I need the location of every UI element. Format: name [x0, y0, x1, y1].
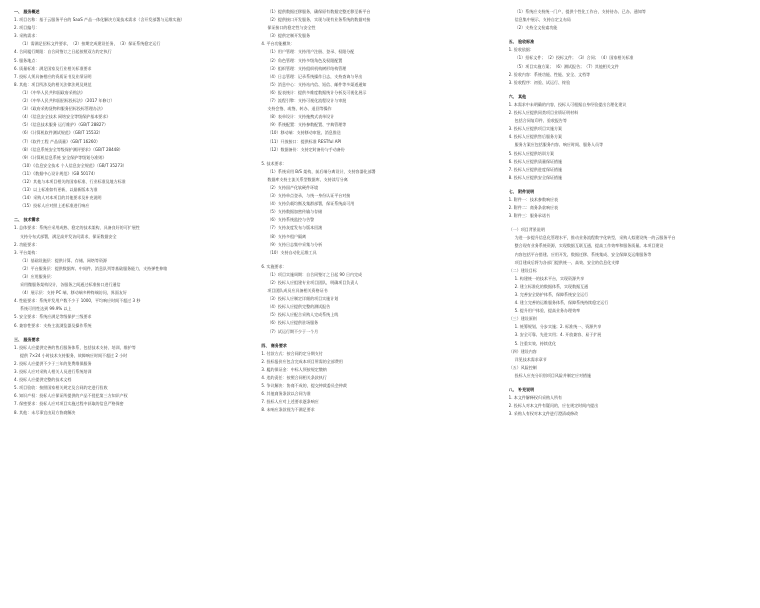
text-line: 4. 投标人应提供售后服务方案: [508, 134, 563, 140]
text-line: （2）支持国产化软硬件环境: [267, 184, 319, 190]
text-line: （二）建设目标: [508, 267, 537, 273]
text-line: （9）系统配置：支持参数配置、字典管理等: [267, 122, 347, 128]
text-line: 4. 违约责任：按照合同相关条款执行: [261, 375, 327, 381]
section-heading: 七、 附件说明: [508, 188, 535, 194]
text-line: （1）提供数据迁移服务，确保原有数据完整迁移至新平台: [267, 9, 371, 14]
text-line: （1）《中华人民共和国政府采购法》: [20, 89, 85, 95]
text-line: （三）建设原则: [508, 316, 537, 322]
text-line: （4）展示层：支持 PC 端、移动端多种终端访问，界面友好: [20, 290, 127, 296]
text-line: （4）支持负载均衡及集群部署，保证系统高可用: [267, 201, 355, 207]
text-line: （6）投标人应提供驻场服务: [267, 320, 319, 326]
text-line: 2. 项目编号：: [14, 25, 40, 31]
text-line: 5. 安全要求：系统应满足等级保护三级要求: [14, 314, 92, 320]
text-line: （2）投标人应组建专业项目团队，明确项目负责人: [267, 280, 359, 285]
text-line: 3. 附件三：服务承诺书: [508, 213, 550, 219]
text-line: 6. 质量标准：满足国家及行业相关标准要求: [14, 65, 92, 71]
text-line: （3）组织管理：支持组织机构树形结构管理: [267, 65, 347, 71]
text-line: （2）《中华人民共和国招标投标法》（2017 年修订）: [20, 98, 115, 104]
text-line: 5. 技术要求：: [261, 160, 287, 166]
text-line: 6. 实施要求：: [261, 263, 287, 269]
text-line: （3）投标人应制定详细的项目实施计划: [267, 296, 339, 302]
text-line: 系统可用性达到 99.9% 以上: [20, 306, 72, 312]
text-line: （6）支持系统监控与告警: [267, 217, 315, 223]
text-line: 5. 注重实效、持续优化: [514, 340, 556, 346]
text-line: （四）建设内容: [508, 348, 537, 354]
text-line: （14）采购人对本项目的其他要求及补充说明: [20, 195, 102, 201]
text-line: 8. 其他：项目所涉及的相关法律法规及规范: [14, 81, 92, 87]
text-line: 7. 投标人须具备相应的资质证书及业绩证明: [14, 73, 92, 79]
text-line: 支持分布式部署，满足高并发访问需求，保证数据安全: [20, 233, 117, 239]
section-heading: 五、 验收标准: [508, 39, 535, 45]
text-line: 6. 其他商务条款以合同为准: [261, 391, 311, 397]
text-line: 4. 合同履行期限：自合同签订之日起按照双方约定执行: [14, 49, 112, 55]
text-line: （2）提供接口开发服务，实现与现有业务系统的数据对接: [267, 17, 371, 23]
text-line: 1. 本需求中未明确的内容，投标人可根据自身经验提出合理化建议: [508, 101, 627, 107]
text-line: 2. 投标报价应包含完成本项目所需的全部费用: [261, 358, 343, 364]
text-line: （11）《数据中心设计规范》（GB 50174）: [20, 170, 98, 176]
text-line: 2. 投标人对本文件有疑问的，应在规定时间内提出: [508, 403, 599, 409]
text-line: （1）项目实施周期：自合同签订之日起 90 日内完成: [267, 271, 363, 277]
text-line: （10）《信息安全技术 个人信息安全规范》（GB/T 35273）: [20, 162, 127, 168]
text-line: 服务方案应包括服务内容、响应时间、服务人员等: [514, 142, 604, 148]
text-line: （五）风险控制: [508, 364, 537, 370]
text-line: （2）平台服务层：提供数据库、中间件、消息队列等基础服务能力，支持弹性伸缩: [20, 265, 168, 271]
text-line: 1. 总体要求：系统应采用成熟、稳定的技术架构，具备良好的可扩展性: [14, 225, 140, 231]
section-heading: 四、 商务要求: [261, 342, 287, 348]
text-line: 5. 投标人应提供培训方案: [508, 150, 555, 156]
text-line: 3. 履约保证金：中标人须按规定缴纳: [261, 366, 327, 372]
text-line: （10）支持自动化运维工具: [267, 249, 317, 255]
text-line: （2）支持全文检索功能: [514, 25, 558, 31]
text-line: 3. 验收程序：初验、试运行、终验: [508, 79, 571, 85]
text-line: 4. 建立完善的运维服务体系，保障系统持续稳定运行: [514, 300, 609, 306]
text-line: 1. 统筹规划、分步实施；2. 标准统一、资源共享: [514, 324, 602, 330]
text-line: 1. 本文件解释权归采购人所有: [508, 395, 563, 401]
text-line: 6. 知识产权：投标人应保证所提供的产品不侵犯第三方知识产权: [14, 393, 128, 399]
text-line: （5）项目实施方案；（6）测试报告；（7）其他相关文件: [514, 63, 619, 69]
text-line: （1）系统应支持统一门户，提供个性化工作台，支持待办、已办、通知等: [514, 9, 646, 14]
text-line: 为进一步提升信息化管理水平，推动业务流程数字化转型，采购人拟建设统一的云服务平台: [514, 235, 676, 241]
text-column-1: [14, 8, 251, 604]
text-line: （7）流程引擎：支持可视化流程设计与审批: [267, 98, 347, 104]
text-line: （3）应用服务层：: [20, 274, 55, 279]
text-line: （3）支持单点登录，与统一身份认证平台对接: [267, 193, 351, 199]
text-line: （5）支持数据加密传输与存储: [267, 209, 323, 215]
text-line: （4）《信息安全技术 网络安全等级保护基本要求》: [20, 114, 111, 120]
text-line: 1. 验收依据：: [508, 47, 534, 53]
text-line: 1. 付款方式：按合同约定分期支付: [261, 350, 323, 356]
text-line: 数据库支持主流关系型数据库，支持读写分离: [267, 176, 348, 182]
text-line: （12）其他与本项目相关的国家标准、行业标准及地方标准: [20, 178, 126, 184]
text-line: 4. 平台功能模块：: [261, 41, 295, 47]
text-line: 项目团队成员应具备相关资格证书: [267, 288, 328, 294]
text-column-3: [509, 8, 746, 604]
text-line: （6）《计算机软件测试规范》（GB/T 15532）: [20, 130, 103, 136]
text-line: 3. 平台架构：: [14, 249, 40, 255]
text-line: 3. 采购需求：: [14, 33, 40, 39]
text-line: 8. 未响应条款视为不满足要求: [261, 407, 315, 413]
text-line: （一）项目背景说明: [508, 227, 545, 233]
text-line: （12）数据备份：支持定时备份与手动备份: [267, 146, 345, 152]
text-line: 2. 投标人应提供同类项目业绩证明材料: [508, 110, 579, 116]
text-line: 1. 构建统一的技术平台，实现资源共享: [514, 275, 585, 281]
text-line: 5. 项目验收：按照国家相关规定及合同约定进行验收: [14, 385, 108, 391]
text-line: 3. 投标人应提供项目实施方案: [508, 126, 563, 132]
text-line: 5. 争议解决：协商不成的，提交仲裁委员会仲裁: [261, 383, 347, 389]
text-line: 1. 项目名称：基于云服务平台的 SaaS 产品一体化解决方案技术需求（含开发部署与运维实施）: [14, 17, 185, 23]
text-line: （5）《信息技术服务 运行维护》（GB/T 28827）: [20, 122, 109, 128]
text-line: 1. 投标人应提供完善的售后服务体系，包括技术支持、培训、维护等: [14, 344, 136, 350]
text-line: 6. 兼容性要求：支持主流浏览器及操作系统: [14, 322, 92, 328]
text-line: 投标人应充分识别项目风险并制定应对措施: [514, 372, 592, 378]
text-line: （8）《信息系统安全等级保护测评要求》（GB/T 28448）: [20, 146, 123, 152]
text-line: （6）报表统计：提供多维度数据统计分析及可视化展示: [267, 89, 367, 95]
text-line: （7）支持灰度发布与版本回滚: [267, 225, 323, 231]
text-line: （2）角色管理：支持多级角色及权限配置: [267, 57, 343, 63]
text-line: 7. 投标人应对上述要求逐条响应: [261, 399, 319, 405]
text-line: 8. 其他：未尽事宜由双方协商解决: [14, 409, 76, 415]
text-line: 3. 采购人有权对本文件进行澄清或修改: [508, 411, 579, 417]
text-line: （13）以上标准如有更新，以最新版本为准: [20, 187, 98, 193]
text-line: 5. 服务地点：: [14, 57, 40, 63]
section-heading: 一、 服务概述: [14, 9, 40, 14]
section-heading: 二、 技术需求: [14, 217, 40, 223]
text-line: 2. 建立标准化的数据体系，实现数据互通: [514, 283, 589, 289]
text-line: 项目建成后将为各部门提供统一、高效、安全的信息化支撑: [514, 259, 620, 265]
text-line: 详见技术需求章节: [514, 356, 547, 362]
section-heading: 三、 服务要求: [14, 336, 40, 342]
text-line: （10）移动端：支持移动审批、消息推送: [267, 130, 341, 136]
text-line: （9）支持日志集中采集与分析: [267, 241, 323, 247]
text-column-2: [261, 8, 498, 604]
text-line: 6. 投标人应提供质量保证措施: [508, 158, 563, 164]
text-line: 内容包括平台搭建、应用开发、数据迁移、系统集成、安全保障及运维服务等: [514, 251, 652, 257]
text-line: 7. 保密要求：投标人应对项目实施过程中获取的信息严格保密: [14, 401, 124, 407]
text-line: 7. 投标人应提供进度保证措施: [508, 166, 563, 172]
text-line: （8）表单设计：支持拖拽式表单设计: [267, 114, 335, 120]
text-line: （7）《软件工程 产品质量》（GB/T 16260）: [20, 138, 100, 144]
text-line: （1）用户管理：支持用户注册、登录、权限分配: [267, 49, 355, 55]
text-line: （4）日志管理：记录系统操作日志，支持查询与导出: [267, 73, 363, 79]
text-line: （8）支持多租户隔离: [267, 233, 307, 239]
text-line: 支持会签、或签、转办、退回等操作: [267, 106, 332, 112]
text-line: （5）消息中心：支持站内信、短信、邮件等多渠道通知: [267, 81, 367, 87]
text-line: 3. 投标人应对采购人相关人员进行系统培训: [14, 369, 92, 375]
text-line: （11）开放接口：提供标准 RESTful API: [267, 138, 342, 144]
text-line: （4）投标人应提供完整的测试报告: [267, 304, 331, 310]
text-line: 保证接口的稳定性与安全性: [267, 25, 316, 31]
text-line: 包括合同复印件、验收报告等: [514, 118, 567, 124]
text-line: （5）投标人应配合采购人完成系统上线: [267, 312, 339, 318]
text-line: 4. 投标人应提供完整的技术文档: [14, 377, 72, 383]
text-line: （1）基础设施层：提供计算、存储、网络等资源: [20, 257, 107, 263]
text-line: （3）提供定制开发服务: [267, 33, 311, 39]
text-line: 8. 投标人应提供安全保证措施: [508, 174, 563, 180]
text-line: 2. 功能要求：: [14, 241, 40, 247]
text-line: 3. 安全可靠、先进实用；4. 开放兼容、易于扩展: [514, 332, 602, 338]
section-heading: 六、 其他: [508, 93, 527, 99]
text-line: 提供 7×24 小时技术支持服务，故障响应时间不超过 2 小时: [20, 352, 128, 358]
text-line: 3. 完善安全防护体系，保障系统安全运行: [514, 292, 589, 297]
text-line: （9）《计算机信息系统 安全保护等级划分准则》: [20, 154, 107, 160]
text-line: 2. 投标人应提供不少于三年的免费维保服务: [14, 360, 92, 366]
text-line: 1. 附件一：技术参数响应表: [508, 196, 559, 202]
text-line: （15）投标人应对照上述标准进行响应: [20, 203, 90, 209]
text-line: （1）系统采用 B/S 架构，前后端分离设计，支持容器化部署: [267, 168, 376, 174]
text-line: 采用微服务架构设计，各服务之间通过标准接口进行通信: [20, 282, 121, 288]
text-line: 整合现有业务系统资源，实现数据互联互通，提高工作效率和服务质量。本项目建设: [514, 243, 664, 249]
text-line: （1）招标文件；（2）投标文件；（3）合同；（4）国家相关标准: [514, 55, 634, 61]
text-line: 5. 提升用户体验，提高业务办理效率: [514, 308, 581, 314]
text-line: （7）试运行期不少于一个月: [267, 328, 319, 334]
text-line: （1）需满足招标文件要求，（2）按期完成建设任务，（3）保证系统稳定运行: [20, 41, 161, 47]
text-line: 2. 附件二：商务条款响应表: [508, 205, 559, 211]
section-heading: 八、 补充说明: [508, 387, 535, 393]
text-line: 2. 验收内容：系统功能、性能、安全、文档等: [508, 71, 591, 77]
text-line: 信息集中展示，支持自定义布局: [514, 17, 571, 23]
text-line: 4. 性能要求：系统并发用户数不少于 1000，平均响应时间不超过 3 秒: [14, 298, 141, 304]
text-line: （3）《政府采购货物和服务招标投标管理办法》: [20, 106, 105, 112]
